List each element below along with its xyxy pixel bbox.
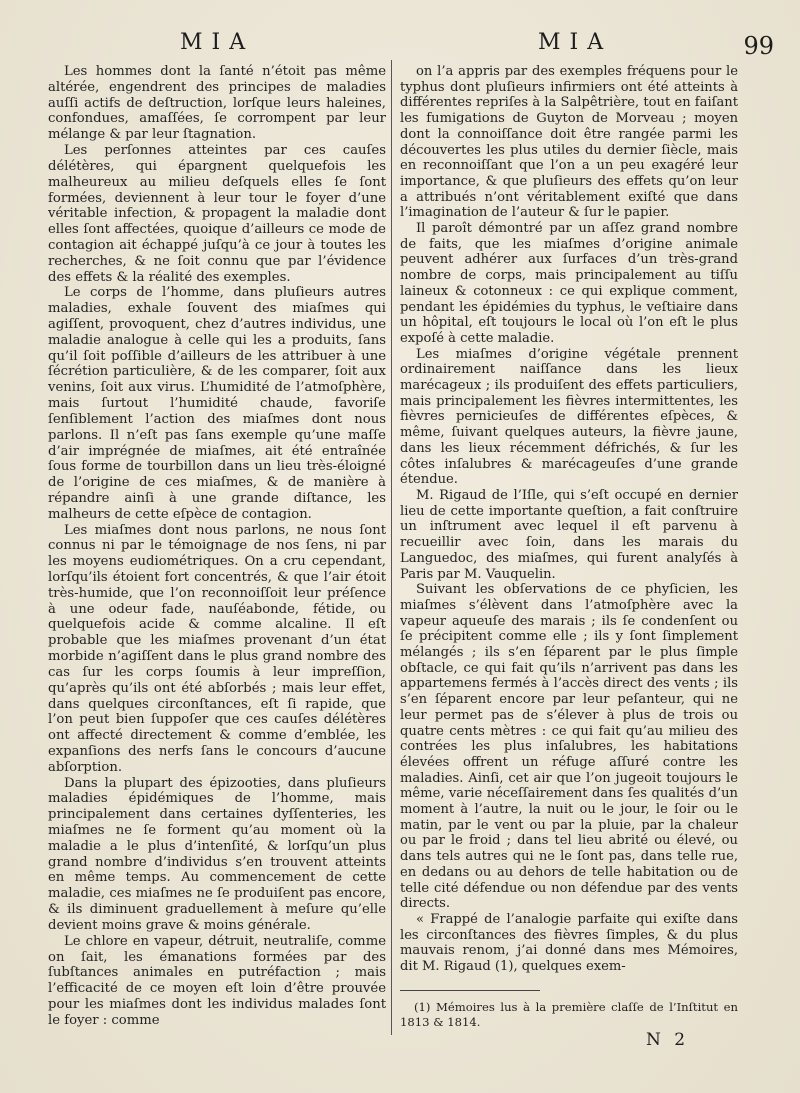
- right-column: [400, 64, 738, 975]
- footnote: [400, 1000, 738, 1030]
- paragraph: Les hommes dont la ſanté n’étoit pas même altérée, engendrent des principes de maladies auſſi actifs de deſtruction, lorſque leurs haleines, confondues, amaſſées, ſe corrompent par leur mélange & par leur ſtagnation.: [48, 64, 386, 143]
- page-number: 99: [743, 32, 774, 60]
- paragraph: M. Rigaud de l’Iſle, qui s’eſt occupé en dernier lieu de cette importante queſtion, a fait conſtruire un inſtrument avec lequel il eſt parvenu à recueillir avec ſoin, dans les marais du Languedoc, des miaſmes, qui furent analyſés à Paris par M. Vauquelin.: [400, 487, 738, 582]
- paragraph: Suivant les obſervations de ce phyſicien, les miaſmes s’élèvent dans l’atmoſphère avec la vapeur aqueuſe des marais ; ils ſe condenſent ou ſe précipitent comme elle ; ils y ſont ſimplement mélangés ; ils s’en ſéparent par le plus ſimple obſtacle, ce qui fait qu’ils n’arrivent pas dans les appartemens fermés à l’accès direct des vents ; ils s’en ſéparent encore par leur peſanteur, qui ne leur permet pas de s’élever à plus de trois ou quatre cents mètres : ce qui fait qu’au milieu des contrées les plus inſalubres, les habitations élevées offrent un réfuge aſſuré contre les maladies. Ainſi, cet air que l’on jugeoit toujours le même, varie néceſſairement dans ſes qualités d’un moment à l’autre, la nuit ou le jour, le ſoir ou le matin, par le vent ou par la pluie, par la chaleur ou par le froid ; dans tel lieu abrité ou élevé, ou dans tels autres qui ne le ſont pas, dans telle rue, en dedans ou au dehors de telle habitation ou de telle cité défendue ou non défendue par des vents directs.: [400, 582, 738, 912]
- paragraph: « Frappé de l’analogie parfaite qui exiſte dans les circonſtances des fièvres ſimples, & du plus mauvais renom, j’ai donné dans mes Mémoires, dit M. Rigaud (1), quelques exem-: [400, 911, 738, 975]
- paragraph: on l’a appris par des exemples fréquens pour le typhus dont pluſieurs infirmiers ont été atteints à différentes repriſes à la Salpêtrière, tout en faiſant les fumigations de Guyton de Morveau ; moyen dont la connoiſſance doit être rangée parmi les découvertes les plus utiles du dernier ſiècle, mais en reconnoiſſant que l’on a un peu exagéré leur importance, & que pluſieurs des effets qu’on leur a attribués n’ont véritablement exiſté que dans l’imagination de l’auteur & ſur le papier.: [400, 64, 738, 221]
- running-head-right: MIA: [538, 30, 613, 55]
- paragraph: Les miaſmes d’origine végétale prennent ordinairement naiſſance dans les lieux marécageux ; ils produiſent des effets particuliers, mais principalement les fièvres intermittentes, les fièvres pernicieuſes de différentes eſpèces, & même, ſuivant quelques auteurs, la fièvre jaune, dans les lieux récemment défrichés, & ſur les côtes inſalubres & marécageuſes d’une grande étendue.: [400, 346, 738, 488]
- paragraph: Le corps de l’homme, dans pluſieurs autres maladies, exhale ſouvent des miaſmes qui agiſſent, provoquent, chez d’autres individus, une maladie analogue à celle qui les a produits, ſans qu’il ſoit poſſible d’ailleurs de les attribuer à une ſécrétion particulière, & de les comparer, ſoit aux venins, ſoit aux virus. L’humidité de l’atmoſphère, mais ſurtout l’humidité chaude, favoriſe ſenſiblement l’action des miaſmes dont nous parlons. Il n’eſt pas ſans exemple qu’une maſſe d’air imprégnée de miaſmes, ait été entraînée ſous forme de tourbillon dans un lieu très-éloigné de l’origine de ces miaſmes, & de manière à répandre ainſi à une grande diſtance, les malheurs de cette eſpèce de contagion.: [48, 285, 386, 522]
- footnote-rule: [400, 990, 540, 991]
- signature-mark: N 2: [646, 1030, 690, 1050]
- paragraph: Le chlore en vapeur, détruit, neutraliſe, comme on ſait, les émanations formées par des ſubſtances animales en putréfaction ; mais l’efficacité de ce moyen eſt loin d’être prouvée pour les miaſmes dont les individus malades ſont le foyer : comme: [48, 933, 386, 1028]
- paragraph: Il paroît démontré par un aſſez grand nombre de faits, que les miaſmes d’origine animale peuvent adhérer aux ſurfaces d’un très-grand nombre de corps, mais principalement au tiſſu laineux & cotonneux : ce qui explique comment, pendant les épidémies du typhus, le veſtiaire dans un hôpital, eſt toujours le local où l’on eſt le plus expoſé à cette maladie.: [400, 221, 738, 346]
- left-column: [48, 64, 386, 1029]
- running-head-left: MIA: [180, 30, 255, 55]
- footnote-text: (1) Mémoires lus à la première claſſe de l’Inſtitut en 1813 & 1814.: [400, 1000, 738, 1029]
- paragraph: Les miaſmes dont nous parlons, ne nous ſont connus ni par le témoignage de nos ſens, ni par les moyens eudiométriques. On a cru cependant, lorſqu’ils étoient fort concentrés, & que l’air étoit très-humide, que l’on reconnoiſſoit leur préſence à une odeur fade, nauſéabonde, fétide, ou quelquefois acide & comme alcaline. Il eſt probable que les miaſmes provenant d’un état morbide n’agiſſent dans le plus grand nombre des cas ſur les corps ſoumis à leur impreſſion, qu’après qu’ils ont été abſorbés ; mais leur effet, dans quelques circonſtances, eſt ſi rapide, que l’on peut bien ſuppoſer que ces cauſes délétères ont affecté directement & comme d’emblée, les expanſions des nerfs ſans le concours d’aucune abſorption.: [48, 522, 386, 775]
- paragraph: Les perſonnes atteintes par ces cauſes délétères, qui épargnent quelquefois les malheureux au milieu deſquels elles ſe ſont formées, deviennent à leur tour le foyer d’une véritable infection, & propagent la maladie dont elles ſont affectées, quoique d’ailleurs ce mode de contagion ait échappé juſqu’à ce jour à toutes les recherches, & ne ſoit connu que par l’évidence des effets & la réalité des exemples.: [48, 143, 386, 285]
- column-divider: [391, 60, 392, 1035]
- paragraph: Dans la plupart des épizooties, dans pluſieurs maladies épidémiques de l’homme, mais principalement dans certaines dyſſenteries, les miaſmes ne ſe forment qu’au moment où la maladie a le plus d’intenſité, & lorſqu’un plus grand nombre d’individus s’en trouvent atteints en même temps. Au commencement de cette maladie, ces miaſmes ne ſe produiſent pas encore, & ils diminuent graduellement à meſure qu’elle devient moins grave & moins générale.: [48, 775, 386, 933]
